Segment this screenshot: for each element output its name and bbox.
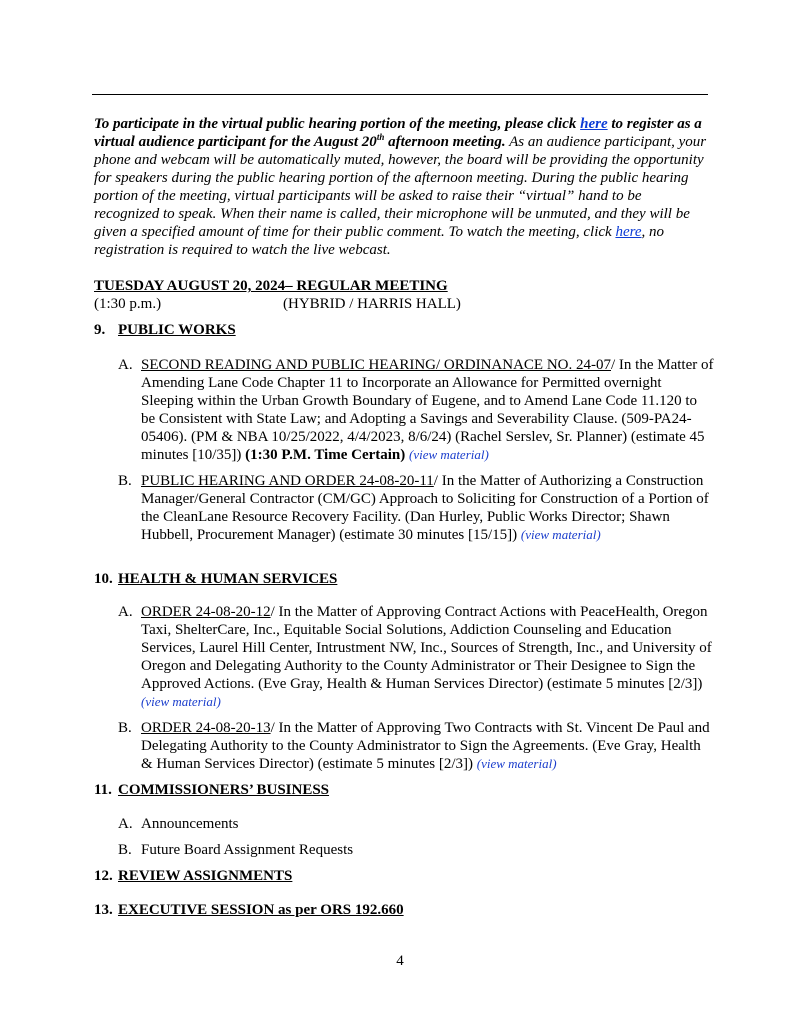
section-title: HEALTH & HUMAN SERVICES bbox=[118, 571, 338, 587]
item-text: / In the Matter of Approving Contract Actions with PeaceHealth, Oregon Taxi, ShelterCare, Inc., Equitable Social Solutions, Addiction Counseling and Education Services, Laurel Hill Center, Intrustment NW, Inc., Sources of Strength, Inc., and University of Oregon and Delegating Authority to the County Administrator or Their Designee to Sign the Approved Actions. (Eve Gray, Health & Human Services Director) (estimate 5 minutes [2/3]) bbox=[141, 604, 712, 692]
section-public-works bbox=[94, 321, 236, 339]
item-text: / In the Matter of Amending Lane Code Chapter 11 to Incorporate an Allowance for Permitted overnight Sleeping within the Urban Growth Boundary of Eugene, and to Amend Lane Code 11.120 to be Consistent with State Law; and Adopting a Savings and Severability Clause. (509-PA24-05406). (PM & NBA 10/25/2022, 4/4/2023, 8/6/24) (Rachel Serslev, Sr. Planner) (estimate 45 minutes [10/35]) bbox=[141, 357, 714, 463]
meeting-time: (1:30 p.m.) bbox=[94, 296, 162, 312]
notice-bold-b: to register as a virtual audience participant for the August 20 bbox=[94, 116, 702, 150]
item-text: / In the Matter of Approving Two Contracts with St. Vincent De Paul and Delegating Authority to the County Administrator to Sign the Agreements. (Eve Gray, Health & Human Services Director) (estimate 5 minutes [2/3]) bbox=[141, 720, 710, 772]
header-rule bbox=[92, 94, 708, 95]
item-letter: B. bbox=[118, 720, 132, 736]
item-text: Announcements bbox=[141, 816, 239, 832]
notice-bold-a: To participate in the virtual public hearing portion of the meeting, please click bbox=[94, 116, 581, 132]
view-material-link[interactable]: (view material) bbox=[520, 527, 601, 542]
virtual-participation-notice bbox=[94, 115, 710, 259]
item-letter: A. bbox=[118, 816, 133, 832]
item-title: PUBLIC HEARING AND ORDER 24-08-20-11 bbox=[141, 473, 434, 489]
register-link[interactable]: here bbox=[580, 116, 608, 132]
item-letter: A. bbox=[118, 357, 133, 373]
agenda-item-pw-a bbox=[118, 356, 714, 464]
item-letter: B. bbox=[118, 842, 132, 858]
item-title: SECOND READING AND PUBLIC HEARING/ ORDINANACE NO. 24-07 bbox=[141, 357, 611, 373]
item-letter: A. bbox=[118, 604, 133, 620]
agenda-item-hhs-a bbox=[118, 603, 714, 711]
view-material-link[interactable]: (view material) bbox=[476, 756, 557, 771]
section-executive-session bbox=[94, 901, 404, 919]
webcast-link[interactable]: here bbox=[615, 224, 642, 240]
meeting-location: (HYBRID / HARRIS HALL) bbox=[283, 296, 461, 312]
section-title: PUBLIC WORKS bbox=[118, 322, 236, 338]
section-number: 9. bbox=[94, 322, 106, 338]
section-number: 10. bbox=[94, 571, 113, 587]
agenda-item-future-board-requests bbox=[118, 841, 714, 859]
section-title: EXECUTIVE SESSION as per ORS 192.660 bbox=[118, 902, 404, 918]
view-material-link[interactable]: (view material) bbox=[409, 447, 489, 462]
section-number: 11. bbox=[94, 782, 112, 798]
notice-tail: , no registration is required to watch the live webcast. bbox=[94, 224, 665, 258]
view-material-link[interactable]: (view material) bbox=[141, 694, 221, 709]
agenda-item-pw-b bbox=[118, 472, 714, 544]
section-commissioners-business bbox=[94, 781, 329, 799]
notice-bold-c: afternoon meeting. bbox=[384, 134, 506, 150]
item-title: ORDER 24-08-20-12 bbox=[141, 604, 271, 620]
section-number: 12. bbox=[94, 868, 113, 884]
notice-text: As an audience participant, your phone and webcam will be automatically muted, however, the board will be providing the opportunity for speakers during the public hearing portion of the afternoon meeting. During the public hearing portion of the meeting, virtual participants will be asked to raise their “virtual” hand to be recognized to speak. When their name is called, their microphone will be unmuted, and they will be given a specified amount of time for their public comment. To watch the meeting, click bbox=[94, 134, 707, 240]
section-title: COMMISSIONERS’ BUSINESS bbox=[118, 782, 330, 798]
item-title: ORDER 24-08-20-13 bbox=[141, 720, 271, 736]
item-letter: B. bbox=[118, 473, 132, 489]
meeting-header bbox=[94, 277, 710, 313]
time-certain: (1:30 P.M. Time Certain) bbox=[245, 447, 406, 463]
page-number: 4 bbox=[396, 953, 404, 969]
meeting-title: TUESDAY AUGUST 20, 2024– REGULAR MEETING bbox=[94, 278, 448, 294]
agenda-item-hhs-b bbox=[118, 719, 714, 773]
notice-sup: th bbox=[376, 132, 385, 142]
item-text: / In the Matter of Authorizing a Construction Manager/General Contractor (CM/GC) Approach to Soliciting for Construction of a Portion of the CleanLane Resource Recovery Facility. (Dan Hurley, Public Works Director; Shawn Hubbell, Procurement Manager) (estimate 30 minutes [15/15]) bbox=[141, 473, 709, 543]
section-health-human-services bbox=[94, 570, 337, 588]
section-review-assignments bbox=[94, 867, 292, 885]
section-number: 13. bbox=[94, 902, 113, 918]
item-text: Future Board Assignment Requests bbox=[141, 842, 354, 858]
agenda-item-announcements bbox=[118, 815, 714, 833]
section-title: REVIEW ASSIGNMENTS bbox=[118, 868, 293, 884]
